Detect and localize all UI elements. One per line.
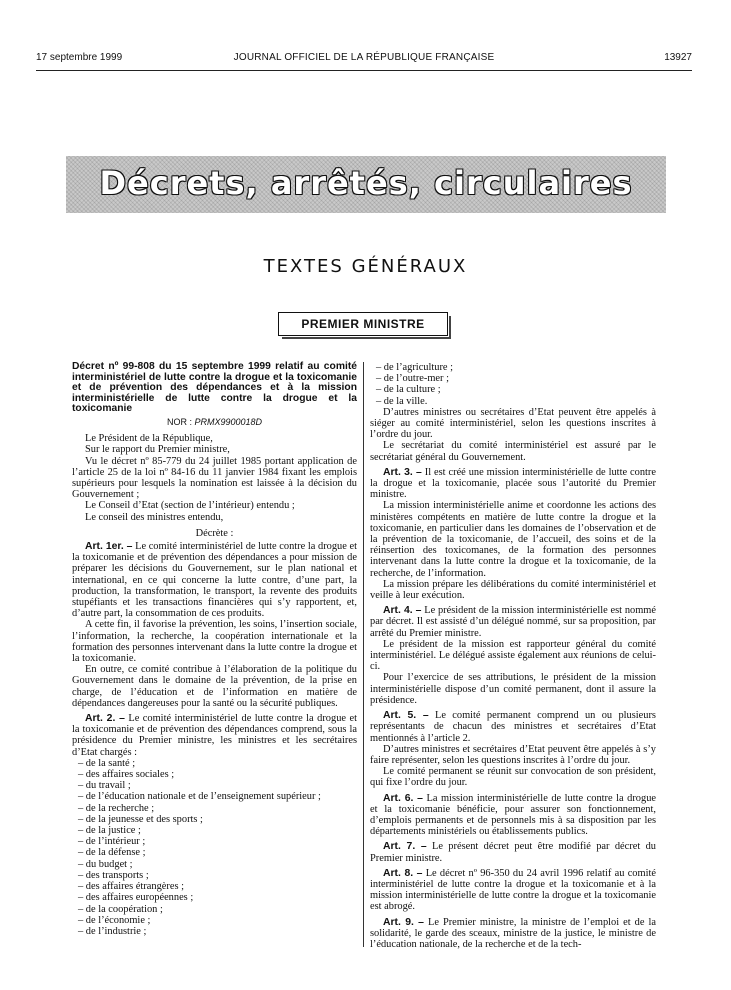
header-page-number: 13927: [664, 52, 692, 63]
article-label: Art. 7. –: [383, 841, 427, 853]
list-item: – de l’économie ;: [78, 914, 151, 926]
header-date: 17 septembre 1999: [36, 52, 123, 63]
paragraph: Le président de la mission est rapporteur général du comité interministériel. Le délégué assiste également aux réunions de celui-ci.: [370, 638, 656, 673]
list-item: – de la défense ;: [78, 847, 146, 859]
article-label: Art. 1er. –: [85, 541, 133, 552]
article-text: Le comité interministériel de lutte contre la drogue et la toxicomanie et de prévention des dépendances comprend, sous la présidence du Premier ministre, les ministres et les secrétaires d’Etat chargés :: [72, 713, 357, 758]
header-rule: [36, 70, 692, 71]
article-6: [370, 793, 656, 838]
list-item: – de l’intérieur ;: [78, 836, 146, 848]
paragraph: Vu le décret nº 85-779 du 24 juillet 1985 portant application de l’article 25 de la loi nº 84-16 du 11 janvier 1984 fixant les emplois supérieurs pour lesquels la nomination est laissée à la décision du Gouvernement ;: [72, 455, 357, 501]
article-text: La mission interministérielle de lutte contre la drogue et la toxicomanie bénéficie, pour assurer son fonctionnement, d’emplois permanents et de personnels mis à sa disposition par les départements ministériels ou établissements publics.: [370, 792, 656, 838]
article-label: Art. 8. –: [383, 867, 423, 879]
article-8: [370, 868, 656, 913]
list-item: – de la recherche ;: [78, 802, 155, 814]
paragraph: Pour l’exercice de ses attributions, le président de la mission interministérielle dispose d’un comité permanent, dont il assure la présidence.: [370, 672, 656, 706]
decree-title: Décret nº 99-808 du 15 septembre 1999 relatif au comité interministériel de lutte contre la drogue et la toxicomanie et de prévention des dépendances et à la mission interministérielle de lutte contre la drogue et la toxicomanie: [72, 361, 357, 415]
paragraph: Le Conseil d’Etat (section de l’intérieur) entendu ;: [85, 500, 295, 512]
banner-title: Décrets, arrêtés, circulaires: [99, 164, 633, 202]
list-item: – de l’outre-mer ;: [376, 373, 449, 385]
list-item: – des affaires européennes ;: [78, 892, 194, 904]
article-label: Art. 3. –: [383, 466, 422, 478]
list-item: – de la justice ;: [78, 825, 141, 837]
paragraph: Le comité permanent se réunit sur convocation de son président, qui fixe l’ordre du jour.: [370, 766, 656, 789]
header-journal: JOURNAL OFFICIEL DE LA RÉPUBLIQUE FRANÇAISE: [233, 52, 495, 63]
ministry-box: [278, 312, 448, 336]
list-item: – de la ville.: [376, 395, 428, 407]
paragraph: Sur le rapport du Premier ministre,: [85, 444, 230, 456]
paragraph: Le conseil des ministres entendu,: [85, 511, 224, 523]
list-item: – de l’agriculture ;: [376, 362, 454, 373]
article-text: Le présent décret peut être modifié par décret du Premier ministre.: [370, 841, 656, 864]
article-7: [370, 841, 656, 863]
nor-line: [72, 417, 357, 428]
list-item: – des transports ;: [78, 869, 149, 881]
article-3: [370, 467, 656, 501]
article-9: [370, 917, 656, 951]
running-header: [36, 52, 692, 70]
banner: [66, 156, 666, 213]
paragraph: Le Président de la République,: [85, 433, 213, 445]
list-item: – du budget ;: [78, 858, 133, 870]
column-divider: [363, 362, 364, 947]
article-label: Art. 9. –: [383, 916, 424, 928]
article-text: Le comité interministériel de lutte contre la drogue et la toxicomanie et de prévention des dépendances a pour mission de préparer les décisions du Gouvernement, sur le plan national et international, en ce qui concerne la lutte contre, d’une part, la production, la transformation, le transport, la revente des produits stupéfiants et les transactions financières qui s’y rapportent, et, d’autre part, la consommation de ces produits.: [72, 541, 357, 620]
paragraph: La mission interministérielle anime et coordonne les actions des ministères compétents en matière de lutte contre la drogue et la toxicomanie, en particulier dans les domaines de l’observation et de la prévention de la toxicomanie, de l’accueil, des soins et de la réinsertion des toxicomanes, de la formation des personnes intervenant dans la lutte contre la drogue et la toxicomanie, de la recherche, de l’information.: [370, 500, 656, 579]
article-1: [72, 541, 357, 619]
article-2: [72, 713, 357, 758]
paragraph: En outre, ce comité contribue à l’élaboration de la politique du Gouvernement dans le domaine de la prévention, de la prise en charge, de l’éducation et de l’information en matière de dépendances dangereuses pour la santé ou la sécurité publiques.: [72, 664, 357, 709]
list-item: – de la culture ;: [376, 384, 441, 396]
article-label: Art. 5. –: [383, 710, 429, 722]
article-label: Art. 4. –: [383, 605, 422, 617]
article-4: [370, 605, 656, 639]
nor-code: PRMX9900018D: [194, 416, 263, 427]
list-item: – des affaires sociales ;: [78, 769, 175, 781]
list-item: – de la coopération ;: [78, 903, 163, 915]
article-text: Le comité permanent comprend un ou plusieurs représentants de chacun des ministres et secrétaires d’Etat mentionnés à l’article 2.: [370, 710, 656, 744]
article-text: Il est créé une mission interministérielle de lutte contre la drogue et la toxicomanie, placée sous l’autorité du Premier ministre.: [370, 466, 656, 501]
left-column: [72, 362, 357, 937]
nor-label: NOR :: [166, 416, 192, 427]
paragraph: A cette fin, il favorise la prévention, les soins, l’insertion sociale, l’information, la recherche, la coopération internationale et la formation des personnes intervenant dans la lutte contre la drogue et la toxicomanie.: [72, 619, 357, 665]
paragraph: D’autres ministres et secrétaires d’Etat peuvent être appelés à s’y faire représenter, selon les questions inscrites à l’ordre du jour.: [370, 743, 656, 766]
article-5: [370, 710, 656, 744]
decrete-line: Décrète :: [195, 527, 234, 539]
article-text: Le décret nº 96-350 du 24 avril 1996 relatif au comité interministériel de lutte contre la drogue et la toxicomanie et à la mission interministérielle de lutte contre la drogue et la toxicomanie est abrogé.: [370, 867, 656, 913]
paragraph: La mission prépare les délibérations du comité interministériel et veille à leur exécution.: [370, 578, 656, 602]
ministry-label: PREMIER MINISTRE: [301, 317, 425, 331]
list-item: – des affaires étrangères ;: [78, 881, 184, 893]
article-text: Le président de la mission interministérielle est nommé par décret. Il est assisté d’un délégué nommé, sur sa proposition, par arrêté du Premier ministre.: [370, 605, 656, 639]
article-label: Art. 6. –: [383, 792, 423, 804]
paragraph: Le secrétariat du comité interministériel est assuré par le secrétariat général du Gouvernement.: [370, 440, 656, 463]
list-item: – du travail ;: [78, 780, 131, 792]
article-label: Art. 2. –: [85, 713, 125, 725]
list-item: – de la santé ;: [78, 757, 136, 769]
section-title: TEXTES GÉNÉRAUX: [263, 256, 468, 277]
list-item: – de l’éducation nationale et de l’enseignement supérieur ;: [78, 791, 321, 803]
list-item: – de la jeunesse et des sports ;: [78, 813, 203, 825]
list-item: – de l’industrie ;: [78, 925, 147, 937]
paragraph: D’autres ministres ou secrétaires d’Etat peuvent être appelés à siéger au comité interministériel, selon les questions inscrites à l’ordre du jour.: [370, 406, 656, 441]
right-column: [370, 362, 656, 950]
article-text: Le Premier ministre, la ministre de l’emploi et de la solidarité, le garde des sceaux, ministre de la justice, le ministre de l’éducation nationale, de la recherche et de la tech-: [370, 916, 656, 950]
